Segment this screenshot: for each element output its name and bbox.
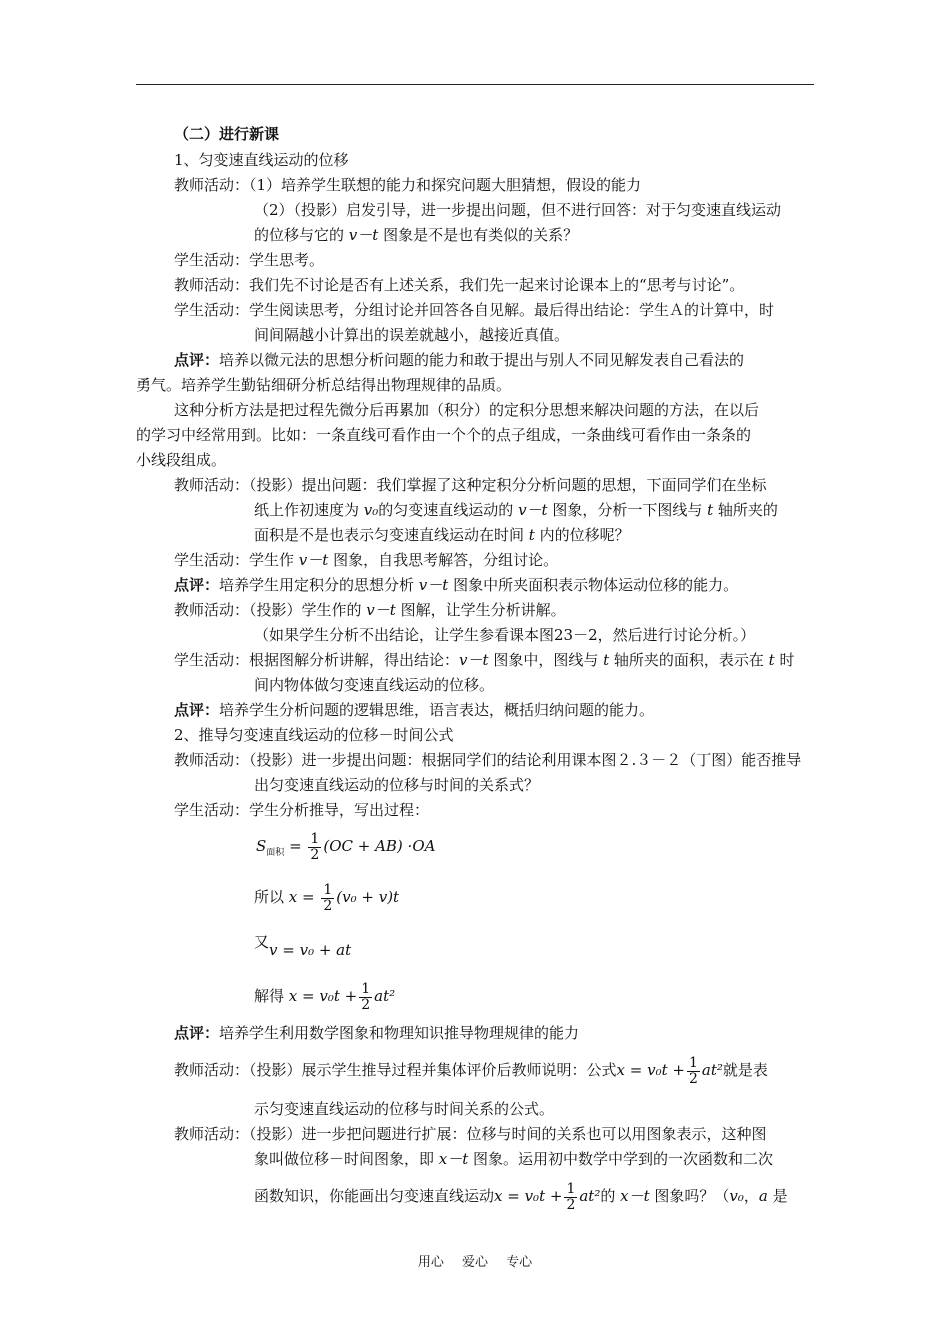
formula-b: at² bbox=[701, 1061, 723, 1079]
paragraph-p9 bbox=[174, 598, 566, 623]
paragraph-p11-line2: 间内物体做匀变速直线运动的位移。 bbox=[254, 676, 495, 694]
comment-text: 培养以微元法的思想分析问题的能力和敢于提出与别人不同见解发表自己看法的 bbox=[219, 351, 745, 369]
equation-area: $S_{面积}$ = $\frac{1}{2}$ (OC + AB) ·OA bbox=[256, 830, 436, 863]
numerator: 1 bbox=[688, 1054, 698, 1071]
var-t: t bbox=[707, 501, 714, 519]
paragraph-p15-line1 bbox=[174, 1122, 767, 1147]
var-vt: v－t bbox=[418, 576, 449, 594]
comment-label: 点评： bbox=[174, 351, 220, 369]
denominator: 2 bbox=[688, 1070, 698, 1087]
text: 图象中所夹面积表示物体运动位移的能力。 bbox=[448, 576, 739, 594]
var-xt: x－t bbox=[620, 1187, 650, 1205]
role-label: 学生活动： bbox=[174, 251, 250, 269]
eq3: v = v₀ + at bbox=[269, 941, 352, 959]
var-t: t bbox=[603, 651, 610, 669]
denominator: 2 bbox=[361, 996, 371, 1013]
fraction-half bbox=[321, 883, 334, 914]
paragraph-p8 bbox=[174, 548, 558, 573]
paragraph-p5-line1 bbox=[174, 298, 774, 323]
role-label: 教师活动： bbox=[174, 276, 250, 294]
comment-label: 点评： bbox=[174, 576, 220, 594]
denominator: 2 bbox=[566, 1196, 576, 1213]
paragraph-p2-line1: （2）（投影）启发引导，进一步提出问题，但不进行回答：对于匀变速直线运动 bbox=[254, 201, 782, 219]
role-label: 学生活动： bbox=[174, 801, 250, 819]
comment-label: 点评： bbox=[174, 1024, 220, 1042]
paragraph-p7-line2 bbox=[254, 498, 778, 523]
text: 图象。运用初中数学中学到的一次函数和二次 bbox=[468, 1150, 774, 1168]
comment-c1-line2: 勇气。培养学生勤钻细研分析总结得出物理规律的品质。 bbox=[136, 376, 512, 394]
var-vt: v－t bbox=[348, 226, 379, 244]
role-label: 教师活动： bbox=[174, 751, 250, 769]
var-vt: v－t bbox=[298, 551, 329, 569]
denominator: 2 bbox=[310, 846, 320, 863]
var-xt: x－t bbox=[438, 1150, 469, 1168]
var-v0: v₀ bbox=[729, 1187, 744, 1205]
paragraph-text: （投影）进一步提出问题：根据同学们的结论利用课本图２.３－２（丁图）能否推导 bbox=[249, 751, 802, 769]
role-label: 学生活动： bbox=[174, 301, 250, 319]
role-label: 教师活动： bbox=[174, 1061, 250, 1079]
var-t: t bbox=[528, 526, 535, 544]
equation-result bbox=[254, 980, 395, 1013]
comment-c4 bbox=[174, 1021, 579, 1046]
paragraph-text: （投影）提出问题：我们掌握了这种定积分分析问题的思想，下面同学们在坐标 bbox=[249, 476, 767, 494]
text: 面积是不是也表示匀变速直线运动在时间 bbox=[254, 526, 529, 544]
numerator: 1 bbox=[323, 881, 333, 898]
paragraph-text: 学生分析推导，写出过程： bbox=[249, 801, 430, 819]
text: 图象中，图线与 bbox=[488, 651, 604, 669]
comment-c3 bbox=[174, 698, 654, 723]
role-label: 教师活动： bbox=[174, 601, 250, 619]
text: 时 bbox=[774, 651, 795, 669]
paragraph-p10: （如果学生分析不出结论，让学生参看课本图23－2，然后进行讨论分析。） bbox=[254, 626, 756, 644]
heading-1: 1、匀变速直线运动的位移 bbox=[174, 151, 349, 169]
page-footer: 用心 爱心 专心 bbox=[417, 1255, 533, 1270]
text: （投影）展示学生推导过程并集体评价后教师说明：公式 bbox=[249, 1061, 617, 1079]
text: 解得 bbox=[254, 987, 285, 1005]
eq4-b: at² bbox=[374, 987, 396, 1005]
comment-c2 bbox=[174, 573, 738, 598]
text: 纸上作初速度为 bbox=[254, 501, 364, 519]
comment-text: 培养学生利用数学图象和物理知识推导物理规律的能力 bbox=[219, 1024, 580, 1042]
role-label: 教师活动： bbox=[174, 176, 250, 194]
paragraph-p6-line2: 的学习中经常用到。比如：一条直线可看作由一个个的点子组成，一条曲线可看作由一条条的 bbox=[136, 426, 752, 444]
text: 图象吗？（ bbox=[649, 1187, 730, 1205]
paragraph-p1 bbox=[174, 173, 641, 198]
text: 轴所夹的 bbox=[713, 501, 778, 519]
paragraph-text: （1）培养学生联想的能力和探究问题大胆猜想，假设的能力 bbox=[249, 176, 642, 194]
text: 的匀变速直线运动的 bbox=[378, 501, 519, 519]
paragraph-p15-line2 bbox=[254, 1147, 773, 1172]
paragraph-p6-line1: 这种分析方法是把过程先微分后再累加（积分）的定积分思想来解决问题的方法，在以后 bbox=[174, 401, 760, 419]
text: 图象，自我思考解答，分组讨论。 bbox=[328, 551, 559, 569]
text: 象叫做位移－时间图象，即 bbox=[254, 1150, 439, 1168]
text: 函数知识，你能画出匀变速直线运动 bbox=[254, 1187, 495, 1205]
section-title: （二）进行新课 bbox=[174, 125, 280, 143]
text: 图象是不是也有类似的关系？ bbox=[378, 226, 579, 244]
paragraph-p2-line2 bbox=[254, 223, 578, 248]
paragraph-p7-line3 bbox=[254, 523, 630, 548]
paragraph-p6-line3: 小线段组成。 bbox=[136, 451, 227, 469]
paragraph-p14-line1 bbox=[174, 1054, 768, 1087]
text: 内的位移呢？ bbox=[534, 526, 630, 544]
text: 培养学生用定积分的思想分析 bbox=[219, 576, 419, 594]
paragraph-p3 bbox=[174, 248, 324, 273]
paragraph-p5-line2: 间间隔越小计算出的误差就越小，越接近真值。 bbox=[254, 326, 570, 344]
eq1-rest: (OC + AB) ·OA bbox=[323, 837, 436, 855]
var-vt: v－t bbox=[518, 501, 548, 519]
text: 是 bbox=[767, 1187, 788, 1205]
paragraph-text: 学生思考。 bbox=[249, 251, 325, 269]
equation-displacement: 所以 x = $\frac{1}{2}$ (v₀ + v)t bbox=[254, 881, 400, 914]
formula-a: x = v₀t + bbox=[616, 1061, 685, 1079]
eq2-rest: (v₀ + v)t bbox=[336, 888, 400, 906]
paragraph-text: 学生阅读思考，分组讨论并回答各自见解。最后得出结论：学生Ａ的计算中，时 bbox=[249, 301, 775, 319]
paragraph-p15-line3 bbox=[254, 1180, 788, 1213]
comment-label: 点评： bbox=[174, 701, 220, 719]
text: （投影）学生作的 bbox=[249, 601, 367, 619]
paragraph-p4 bbox=[174, 273, 744, 298]
text: 图解，让学生分析讲解。 bbox=[395, 601, 566, 619]
equation-velocity bbox=[254, 928, 352, 959]
role-label: 学生活动： bbox=[174, 551, 250, 569]
text: 所以 bbox=[254, 888, 285, 906]
text: 根据图解分析讲解，得出结论： bbox=[249, 651, 460, 669]
numerator: 1 bbox=[310, 830, 320, 847]
paragraph-p14-line2: 示匀变速直线运动的位移与时间关系的公式。 bbox=[254, 1100, 555, 1118]
var-t: t bbox=[768, 651, 775, 669]
paragraph-p7-line1 bbox=[174, 473, 767, 498]
paragraph-p12-line2: 出匀变速直线运动的位移与时间的关系式？ bbox=[254, 776, 540, 794]
paragraph-text: （投影）进一步把问题进行扩展：位移与时间的关系也可以用图象表示，这种图 bbox=[249, 1125, 767, 1143]
text: 的位移与它的 bbox=[254, 226, 349, 244]
text: ， bbox=[743, 1187, 759, 1205]
role-label: 教师活动： bbox=[174, 476, 250, 494]
heading-2: 2、推导匀变速直线运动的位移－时间公式 bbox=[174, 726, 454, 744]
text: 学生作 bbox=[249, 551, 299, 569]
paragraph-p12-line1 bbox=[174, 748, 801, 773]
eq4-a: x = v₀t + bbox=[288, 987, 358, 1005]
var-a: a bbox=[758, 1187, 768, 1205]
numerator: 1 bbox=[566, 1180, 576, 1197]
eq-subscript: 面积 bbox=[266, 848, 285, 858]
denominator: 2 bbox=[323, 897, 333, 914]
text: 轴所夹的面积，表示在 bbox=[609, 651, 769, 669]
formula-a: x = v₀t + bbox=[494, 1187, 563, 1205]
paragraph-p13 bbox=[174, 798, 429, 823]
text: 图象，分析一下图线与 bbox=[547, 501, 708, 519]
fraction-half bbox=[564, 1182, 577, 1213]
eq-symbol-s: S bbox=[256, 837, 267, 855]
comment-text: 培养学生分析问题的逻辑思维，语言表达，概括归纳问题的能力。 bbox=[219, 701, 655, 719]
var-v0: v₀ bbox=[363, 501, 379, 519]
var-vt: v－t bbox=[459, 651, 489, 669]
comment-c1-line1 bbox=[174, 348, 744, 373]
fraction-half bbox=[308, 832, 321, 863]
numerator: 1 bbox=[361, 980, 371, 997]
formula-b: at² bbox=[579, 1187, 601, 1205]
fraction-half bbox=[687, 1056, 700, 1087]
role-label: 学生活动： bbox=[174, 651, 250, 669]
text: 又 bbox=[254, 933, 270, 951]
paragraph-p11-line1 bbox=[174, 648, 794, 673]
var-vt: v－t bbox=[366, 601, 396, 619]
paragraph-text: 我们先不讨论是否有上述关系，我们先一起来讨论课本上的“思考与讨论”。 bbox=[249, 276, 745, 294]
role-label: 教师活动： bbox=[174, 1125, 250, 1143]
fraction-half bbox=[359, 982, 372, 1013]
text: 就是表 bbox=[722, 1061, 768, 1079]
text: 的 bbox=[600, 1187, 621, 1205]
header-rule bbox=[136, 84, 814, 85]
